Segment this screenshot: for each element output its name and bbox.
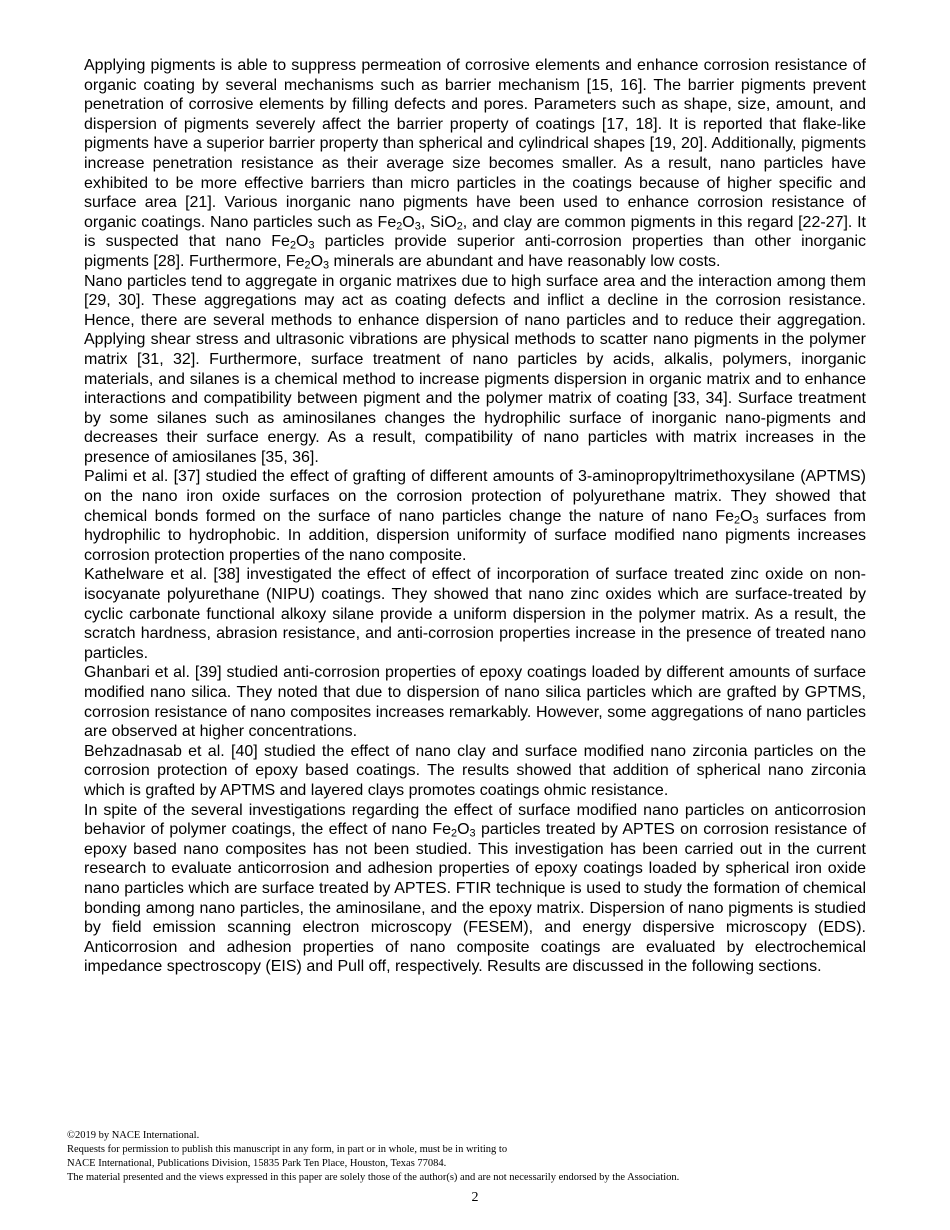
subscript: 2 bbox=[733, 514, 741, 527]
paragraph-pigments-barrier: Applying pigments is able to suppress permeation of corrosive elements and enhance corrosion resistance of organic coating by several mechanisms such as barrier mechanism [15, 16]. The barrier pigments prevent penetration of corrosive elements by filling defects and pores. Parameters such as shape, size, amount, and dispersion of pigments severely affect the barrier property of coatings [17, 18]. It is reported that flake-like pigments have a superior barrier property than spherical and cylindrical shapes [19, 20]. Additionally, pigments increase penetration resistance as their average size becomes smaller. As a result, nano particles have exhibited to be more effective barriers than micro particles in the coatings because of higher specific and surface area [21]. Various inorganic nano pigments have been used to enhance corrosion resistance of organic coatings. Nano particles such as $Fe_2O_3$, SiO$_2$, and clay are common pigments in this regard [22-27]. It is suspected that nano $Fe_2O_3$ particles provide superior anti-corrosion properties than other inorganic pigments [28]. Furthermore, $Fe_2O_3$ minerals are abundant and have reasonably low costs. bbox=[84, 57, 867, 272]
subscript: 2 bbox=[304, 259, 311, 272]
subscript: 2 bbox=[396, 220, 403, 233]
paragraph-current-research: In spite of the several investigations regarding the effect of surface modified nano particles on anticorrosion behavior of polymer coatings, the effect of nano $Fe_2O_3$ particles treated by APTES on corrosion resistance of epoxy based nano composites has not been studied. This investigation has been carried out in the current research to evaluate anticorrosion and adhesion properties of epoxy coatings loaded by spherical iron oxide nano particles which are surface treated by APTES. FTIR technique is used to study the formation of chemical bonding among nano particles, the aminosilane, and the epoxy matrix. Dispersion of nano pigments is studied by field emission scanning electron microscopy (FESEM), and energy dispersive microscopy (EDS). Anticorrosion and adhesion properties of nano composite coatings are evaluated by electrochemical impedance spectroscopy (EIS) and Pull off, respectively. Results are discussed in the following sections. bbox=[84, 801, 867, 976]
subscript: 3 bbox=[414, 220, 421, 233]
subscript: 3 bbox=[469, 827, 476, 840]
paragraph-nano-aggregation: Nano particles tend to aggregate in organic matrixes due to high surface area and the interaction among them [29, 30]. These aggregations may act as coating defects and inflict a decline in the corrosion resistance. Hence, there are several methods to enhance dispersion of nano particles and to reduce their aggregation. Applying shear stress and ultrasonic vibrations are physical methods to scatter nano pigments in the polymer matrix [31, 32]. Furthermore, surface treatment of nano particles by acids, alkalis, polymers, inorganic materials, and silanes is a chemical method to increase pigments dispersion in organic matrix and to enhance interactions and compatibility between pigment and the polymer matrix of coating [33, 34]. Surface treatment by some silanes such as aminosilanes changes the hydrophilic surface of inorganic nano-pigments and decreases their surface energy. As a result, compatibility of nano particles with matrix increases in the presence of amiosilanes [35, 36]. bbox=[84, 272, 866, 466]
footer-address: NACE International, Publications Division, 15835 Park Ten Place, Houston, Texas 77084. bbox=[67, 1158, 447, 1169]
subscript: 3 bbox=[308, 240, 315, 253]
paragraph-ghanbari: Ghanbari et al. [39] studied anti-corrosion properties of epoxy coatings loaded by different amounts of surface modified nano silica. They noted that due to dispersion of nano silica particles which are grafted by GPTMS, corrosion resistance of nano composites increases remarkably. However, some aggregations of nano particles are observed at higher concentrations. bbox=[84, 664, 866, 741]
subscript: 3 bbox=[323, 259, 330, 272]
page-number: 2 bbox=[471, 1190, 479, 1205]
body-text bbox=[84, 56, 866, 977]
paragraph-kathelware: Kathelware et al. [38] investigated the effect of effect of incorporation of surface treated zinc oxide on non-isocyanate polyurethane (NIPU) coatings. They showed that nano zinc oxides which are surface-treated by cyclic carbonate functional alkoxy silane provide a uniform dispersion in the polymer matrix. As a result, the scratch hardness, abrasion resistance, and anti-corrosion properties increase in the presence of treated nano particles. bbox=[84, 566, 866, 662]
subscript: 3 bbox=[752, 514, 759, 527]
subscript: 2 bbox=[451, 827, 458, 840]
footer-permission: Requests for permission to publish this manuscript in any form, in part or in whole, must be in writing to bbox=[67, 1144, 508, 1155]
subscript: 2 bbox=[289, 240, 297, 253]
paragraph-palimi: Palimi et al. [37] studied the effect of grafting of different amounts of 3-aminopropyltrimethoxysilane (APTMS) on the nano iron oxide surfaces on the corrosion protection of polyurethane matrix. They showed that chemical bonds formed on the surface of nano particles change the nature of nano $Fe_2O_3$ surfaces from hydrophilic to hydrophobic. In addition, dispersion uniformity of surface modified nano pigments increases corrosion protection properties of the nano composite. bbox=[84, 468, 866, 564]
footer-copyright: ©2019 by NACE International. bbox=[67, 1130, 200, 1141]
page-footer bbox=[67, 1129, 887, 1185]
paragraph-behzadnasab: Behzadnasab et al. [40] studied the effect of nano clay and surface modified nano zirconia particles on the corrosion protection of epoxy based coatings. The results showed that addition of spherical nano zirconia which is grafted by APTMS and layered clays promotes coatings ohmic resistance. bbox=[84, 742, 866, 799]
subscript: 2 bbox=[456, 220, 463, 233]
footer-disclaimer: The material presented and the views expressed in this paper are solely those of the author(s) and are not necessarily endorsed by the Association. bbox=[67, 1172, 680, 1183]
